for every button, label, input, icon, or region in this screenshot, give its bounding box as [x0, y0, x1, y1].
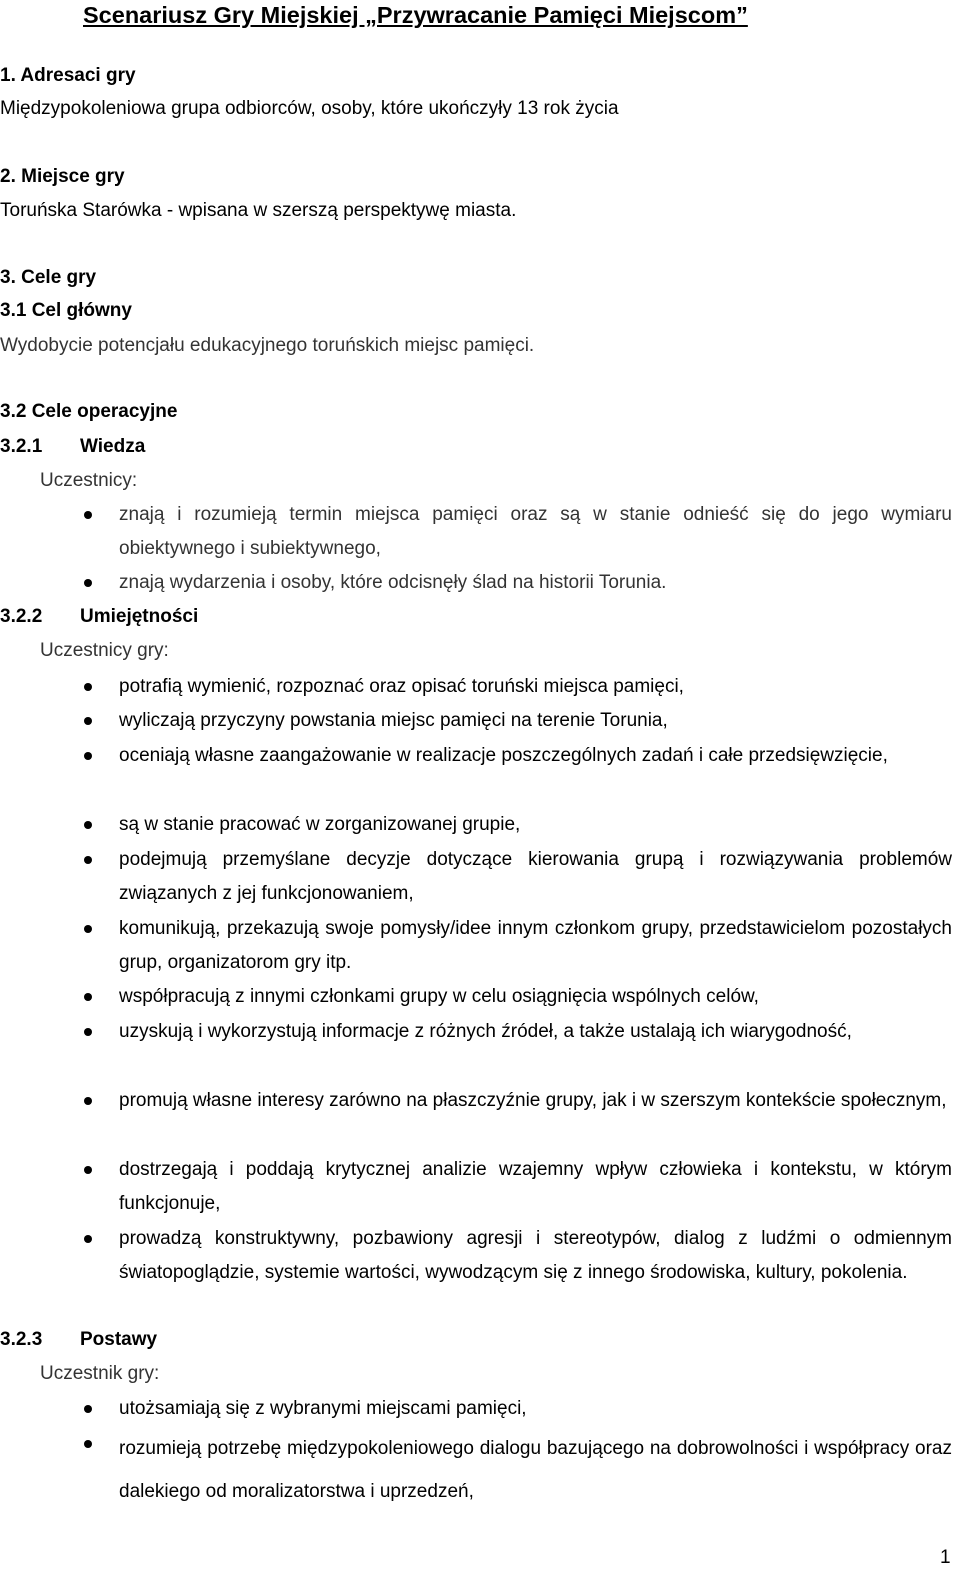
bullet-icon: [84, 511, 92, 519]
subsection-title: Wiedza: [80, 436, 146, 457]
list-item: współpracują z innymi członkami grupy w celu osiągnięcia wspólnych celów,: [119, 986, 759, 1007]
bullet-icon: [84, 683, 92, 691]
subsection-intro: Uczestnicy gry:: [40, 640, 169, 661]
section-heading: 2. Miejsce gry: [0, 166, 125, 187]
subsection-number: 3.2.1: [0, 436, 43, 457]
bullet-icon: [84, 1166, 92, 1174]
bullet-icon: [84, 993, 92, 1001]
bullet-icon: [84, 1028, 92, 1036]
bullet-icon: [84, 1097, 92, 1105]
list-item: oceniają własne zaangażowanie w realizacje poszczególnych zadań i całe przedsięwzięcie,: [119, 745, 888, 766]
subsection-intro: Uczestnicy:: [40, 470, 138, 491]
list-item: podejmują przemyślane decyzje dotyczące kierowania grupą i rozwiązywania problemów związanych z jej funkcjonowaniem,: [119, 849, 952, 904]
section-heading: 1. Adresaci gry: [0, 65, 136, 86]
list-item: wyliczają przyczyny powstania miejsc pamięci na terenie Torunia,: [119, 710, 668, 731]
list-item: promują własne interesy zarówno na płaszczyźnie grupy, jak i w szerszym kontekście społecznym,: [119, 1090, 947, 1111]
section-heading: 3. Cele gry: [0, 267, 97, 288]
bullet-icon: [84, 1440, 92, 1448]
bullet-icon: [84, 821, 92, 829]
section-text: Międzypokoleniowa grupa odbiorców, osoby, które ukończyły 13 rok życia: [0, 98, 619, 119]
section-text: Toruńska Starówka - wpisana w szerszą perspektywę miasta.: [0, 200, 517, 221]
subsection-number: 3.2.2: [0, 606, 43, 627]
bullet-icon: [84, 925, 92, 933]
list-item: rozumieją potrzebę międzypokoleniowego dialogu bazującego na dobrowolności i współpracy oraz dalekiego od moralizatorstwa i uprzedzeń,: [119, 1438, 952, 1502]
subsection-title: Umiejętności: [80, 606, 199, 627]
bullet-icon: [84, 717, 92, 725]
subsection-heading: 3.2 Cele operacyjne: [0, 401, 178, 422]
page-number: 1: [940, 1547, 951, 1568]
page-title: Scenariusz Gry Miejskiej „Przywracanie Pamięci Miejscom”: [83, 2, 748, 28]
list-item: uzyskują i wykorzystują informacje z różnych źródeł, a także ustalają ich wiarygodność,: [119, 1021, 852, 1042]
bullet-icon: [84, 856, 92, 864]
list-item: są w stanie pracować w zorganizowanej grupie,: [119, 814, 521, 835]
list-item: znają i rozumieją termin miejsca pamięci oraz są w stanie odnieść się do jego wymiaru obiektywnego i subiektywnego,: [119, 504, 952, 559]
list-item: znają wydarzenia i osoby, które odcisnęły ślad na historii Torunia.: [119, 572, 667, 593]
subsection-title: Postawy: [80, 1329, 158, 1350]
list-item: dostrzegają i poddają krytycznej analizie wzajemny wpływ człowieka i kontekstu, w którym funkcjonuje,: [119, 1159, 952, 1214]
list-item: prowadzą konstruktywny, pozbawiony agresji i stereotypów, dialog z ludźmi o odmiennym światopoglądzie, systemie wartości, wywodzącym się z innego środowiska, kultury, pokolenia.: [119, 1228, 952, 1283]
bullet-icon: [84, 1405, 92, 1413]
subsection-number: 3.2.3: [0, 1329, 43, 1350]
bullet-icon: [84, 579, 92, 587]
bullet-icon: [84, 1235, 92, 1243]
list-item: utożsamiają się z wybranymi miejscami pamięci,: [119, 1398, 527, 1419]
subsection-heading: 3.1 Cel główny: [0, 300, 132, 321]
list-item: komunikują, przekazują swoje pomysły/idee innym członkom grupy, przedstawicielom pozostałych grup, organizatorom gry itp.: [119, 918, 952, 973]
section-text: Wydobycie potencjału edukacyjnego toruńskich miejsc pamięci.: [0, 335, 535, 356]
bullet-icon: [84, 752, 92, 760]
list-item: potrafią wymienić, rozpoznać oraz opisać toruński miejsca pamięci,: [119, 676, 684, 697]
subsection-intro: Uczestnik gry:: [40, 1363, 160, 1384]
